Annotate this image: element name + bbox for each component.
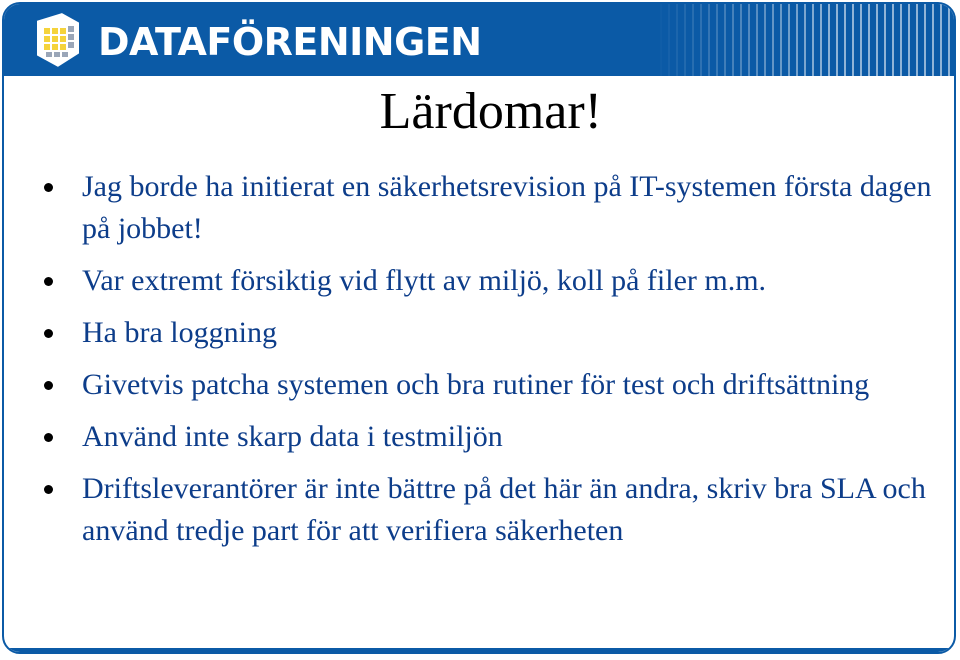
dataforeningen-emblem-icon (32, 10, 84, 70)
bullet-icon (44, 381, 53, 390)
bullet-list (44, 166, 944, 562)
bullet-icon (44, 433, 53, 442)
brand-wordmark: DATAFÖRENINGEN (98, 20, 482, 64)
bullet-icon (44, 485, 53, 494)
slide-title: Lärdomar! (379, 83, 602, 140)
bullet-text: Ha bra loggning (82, 316, 277, 349)
bullet-text: Jag borde ha initierat en säkerhetsrevision på IT-systemen första dagen på jobbet! (82, 170, 932, 245)
bullet-item (44, 468, 944, 552)
bottom-border (4, 648, 954, 652)
header-banner (4, 4, 954, 76)
bullet-text: Givetvis patcha systemen och bra rutiner för test och driftsättning (82, 368, 870, 401)
bullet-item (44, 166, 944, 250)
slide (2, 2, 956, 654)
bullet-item (44, 312, 944, 354)
bullet-text: Driftsleverantörer är inte bättre på det här än andra, skriv bra SLA och använd tredje part för att verifiera säkerheten (82, 472, 926, 547)
bullet-item (44, 416, 944, 458)
bullet-text: Använd inte skarp data i testmiljön (82, 420, 503, 453)
header-stripes-decoration (654, 4, 954, 76)
bullet-item (44, 260, 944, 302)
bullet-icon (44, 183, 53, 192)
bullet-icon (44, 277, 53, 286)
bullet-item (44, 364, 944, 406)
bullet-icon (44, 329, 53, 338)
bullet-text: Var extremt försiktig vid flytt av miljö, koll på filer m.m. (82, 264, 767, 297)
